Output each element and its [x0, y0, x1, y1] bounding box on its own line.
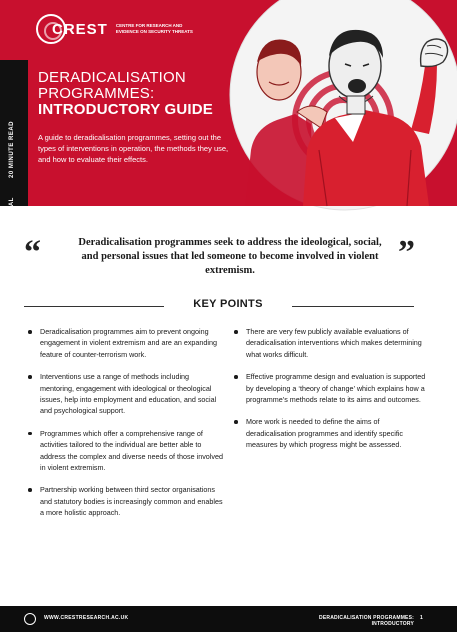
intro-description: A guide to deradicalisation programmes, setting out the types of interventions in operation, the methods they use, and how to evaluate their effects.	[38, 133, 229, 164]
heading-rule-right	[292, 306, 414, 307]
key-point-item	[234, 416, 430, 450]
logo-subtitle: CENTRE FOR RESEARCH AND EVIDENCE ON SECURITY THREATS	[115, 23, 193, 34]
bullet-icon	[234, 330, 238, 334]
bullet-icon	[234, 375, 238, 379]
side-strip	[0, 60, 28, 230]
page-title	[38, 70, 238, 118]
key-point-item	[28, 428, 224, 474]
open-quote-icon: “	[24, 234, 41, 271]
key-point-item	[234, 326, 430, 360]
cover-banner	[0, 0, 457, 230]
footer-logo-icon	[24, 613, 36, 625]
heading-rule-left	[24, 306, 164, 307]
key-point-item	[28, 371, 224, 417]
key-point-text: Deradicalisation programmes aim to prevent ongoing engagement in violent extremism and are an expanding feature of counter-terrorism work.	[40, 327, 218, 359]
logo-wordmark: CREST	[52, 20, 108, 38]
key-point-item	[234, 371, 430, 405]
key-point-text: Partnership working between third sector organisations and statutory bodies is increasingly common and enables a more holistic approach.	[40, 485, 223, 518]
title-line-1: DERADICALISATION	[38, 69, 186, 86]
key-points-right-column	[234, 326, 430, 462]
bullet-icon	[28, 432, 32, 436]
key-point-text: Effective programme design and evaluation is supported by developing a ‘theory of change’ which explains how a programme’s methods relate to its aims and outcomes.	[246, 372, 426, 405]
website-link[interactable]: WWW.CRESTRESEARCH.AC.UK	[44, 615, 129, 621]
crest-logo	[36, 14, 206, 44]
page-number: 1	[420, 615, 423, 621]
key-point-item	[28, 484, 224, 518]
bullet-icon	[28, 330, 32, 334]
read-time-label: 20 MINUTE READ	[9, 120, 15, 178]
title-line-3: INTRODUCTORY GUIDE	[38, 101, 214, 118]
category-icon	[7, 236, 21, 250]
bullet-icon	[234, 420, 238, 424]
key-points-left-column	[28, 326, 224, 530]
key-points-heading: KEY POINTS	[193, 298, 263, 310]
bullet-icon	[28, 375, 32, 379]
close-quote-icon: ”	[398, 234, 415, 271]
key-point-text: Interventions use a range of methods including mentoring, engagement with ideological or theological issues, help into employment and education, and social and psychological support.	[40, 372, 217, 416]
pull-quote: Deradicalisation programmes seek to address the ideological, social, and personal issues that led someone to become involved in violent extremism.	[78, 237, 382, 276]
cover-illustration	[215, 0, 457, 206]
category-label: GENERAL	[9, 197, 15, 230]
page-footer	[0, 606, 457, 632]
key-point-text: Programmes which offer a comprehensive range of activities tailored to the individual are better able to address the complex and diverse needs of those involved in violent extremism.	[40, 428, 223, 473]
footer-document-title: DERADICALISATION PROGRAMMES: INTRODUCTORY	[319, 615, 414, 627]
key-point-item	[28, 326, 224, 360]
title-line-2: PROGRAMMES:	[38, 85, 155, 102]
key-point-text: More work is needed to define the aims of deradicalisation programmes and identify specific measures by which progress might be assessed.	[246, 417, 404, 450]
logo-circle-icon	[36, 14, 66, 44]
key-point-text: There are very few publicly available evaluations of deradicalisation interventions which makes determining what works difficult.	[246, 327, 422, 359]
bullet-icon	[28, 488, 32, 492]
